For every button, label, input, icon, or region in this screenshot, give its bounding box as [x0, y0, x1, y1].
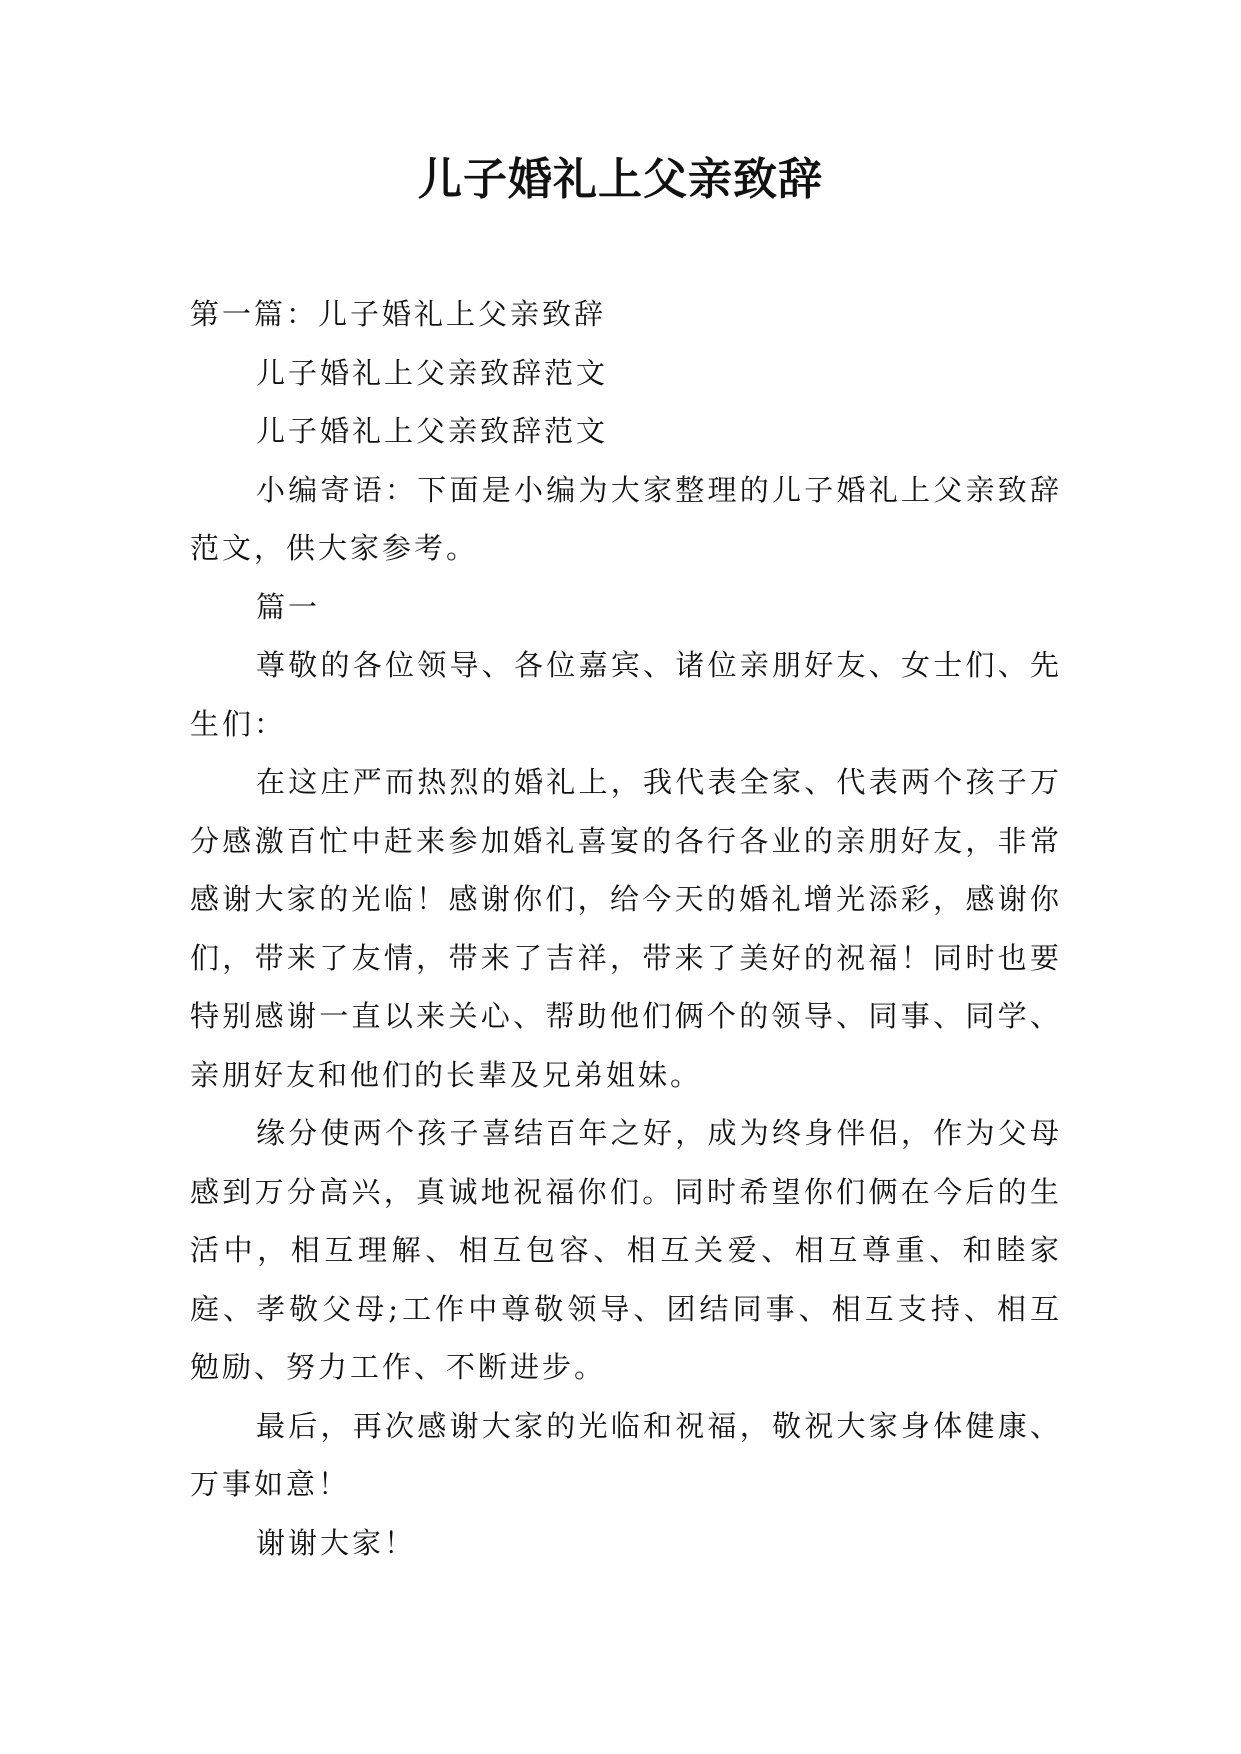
paragraph: 小编寄语：下面是小编为大家整理的儿子婚礼上父亲致辞范文，供大家参考。	[190, 472, 1062, 565]
document-title: 儿子婚礼上父亲致辞	[418, 154, 823, 205]
paragraph: 儿子婚礼上父亲致辞范文	[256, 355, 609, 390]
paragraph: 第一篇：儿子婚礼上父亲致辞	[190, 297, 607, 331]
paragraph: 篇一	[256, 589, 321, 624]
paragraph: 最后，再次感谢大家的光临和祝福，敬祝大家身体健康、万事如意！	[190, 1408, 1062, 1501]
document-body	[190, 285, 1062, 1572]
paragraph: 儿子婚礼上父亲致辞范文	[256, 414, 609, 448]
paragraph: 在这庄严而热烈的婚礼上，我代表全家、代表两个孩子万分感激百忙中赶来参加婚礼喜宴的各行各业的亲朋好友，非常感谢大家的光临！感谢你们，给今天的婚礼增光添彩，感谢你们，带来了友情，带来了吉祥，带来了美好的祝福！同时也要特别感谢一直以来关心、帮助他们俩个的领导、同事、同学、亲朋好友和他们的长辈及兄弟姐妹。	[190, 765, 1062, 1092]
paragraph: 缘分使两个孩子喜结百年之好，成为终身伴侣，作为父母感到万分高兴，真诚地祝福你们。同时希望你们俩在今后的生活中，相互理解、相互包容、相互关爱、相互尊重、和睦家庭、孝敬父母;工作中尊敬领导、团结同事、相互支持、相互勉励、努力工作、不断进步。	[190, 1116, 1062, 1384]
paragraph: 谢谢大家！	[256, 1525, 417, 1560]
paragraph: 尊敬的各位领导、各位嘉宾、诸位亲朋好友、女士们、先生们：	[190, 648, 1062, 741]
